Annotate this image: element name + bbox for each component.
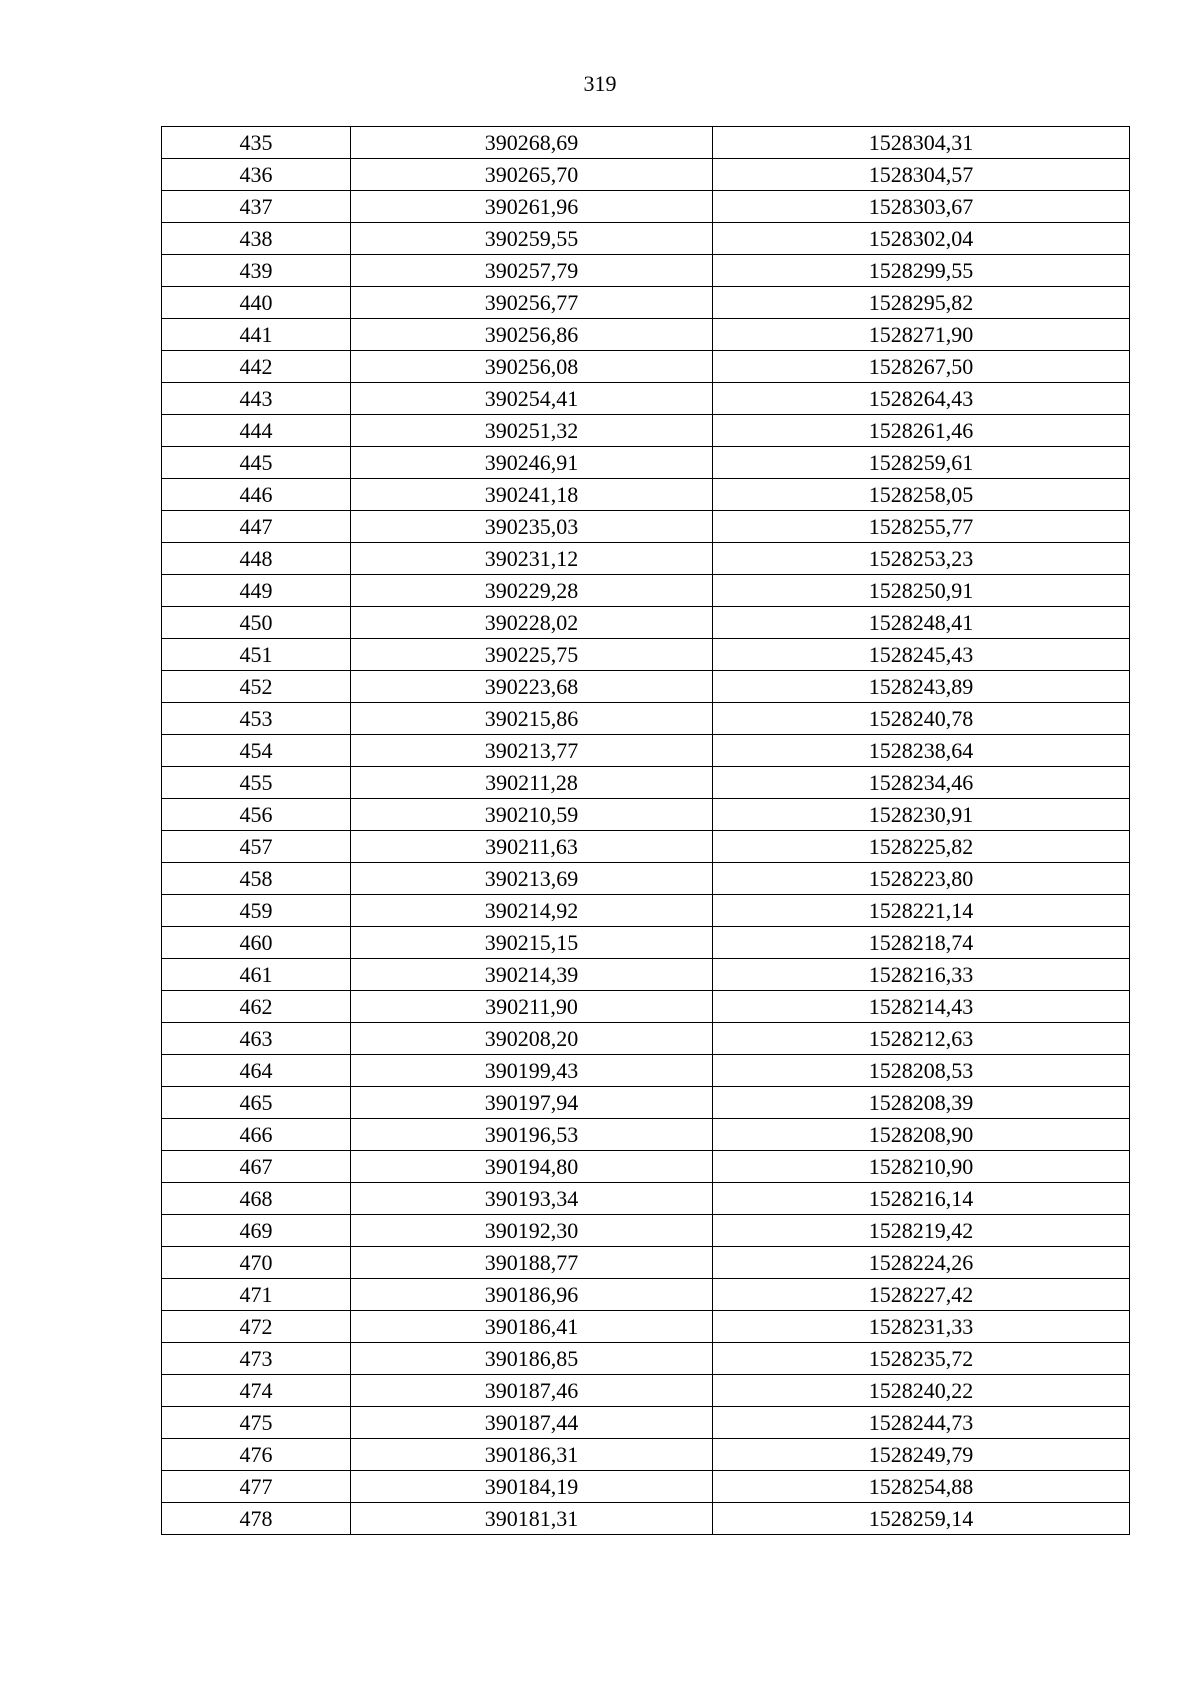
y-coordinate-cell: 1528271,90 <box>713 319 1130 351</box>
x-coordinate-cell: 390184,19 <box>351 1471 713 1503</box>
point-number-cell: 455 <box>162 767 351 799</box>
point-number-cell: 471 <box>162 1279 351 1311</box>
x-coordinate-cell: 390268,69 <box>351 127 713 159</box>
y-coordinate-cell: 1528216,33 <box>713 959 1130 991</box>
page-number: 319 <box>583 71 617 96</box>
y-coordinate-cell: 1528304,57 <box>713 159 1130 191</box>
point-number-cell: 470 <box>162 1247 351 1279</box>
x-coordinate-cell: 390257,79 <box>351 255 713 287</box>
point-number-cell: 447 <box>162 511 351 543</box>
table-row <box>162 1119 1130 1151</box>
x-coordinate-cell: 390235,03 <box>351 511 713 543</box>
x-coordinate-cell: 390228,02 <box>351 607 713 639</box>
x-coordinate-cell: 390256,86 <box>351 319 713 351</box>
table-row <box>162 1471 1130 1503</box>
x-coordinate-cell: 390259,55 <box>351 223 713 255</box>
point-number-cell: 468 <box>162 1183 351 1215</box>
coordinates-table-body <box>162 127 1130 1535</box>
table-row <box>162 1055 1130 1087</box>
table-row <box>162 319 1130 351</box>
x-coordinate-cell: 390214,39 <box>351 959 713 991</box>
y-coordinate-cell: 1528254,88 <box>713 1471 1130 1503</box>
x-coordinate-cell: 390256,77 <box>351 287 713 319</box>
x-coordinate-cell: 390210,59 <box>351 799 713 831</box>
point-number-cell: 444 <box>162 415 351 447</box>
table-row <box>162 351 1130 383</box>
y-coordinate-cell: 1528223,80 <box>713 863 1130 895</box>
coordinates-table <box>161 126 1130 1535</box>
point-number-cell: 448 <box>162 543 351 575</box>
table-row <box>162 1375 1130 1407</box>
x-coordinate-cell: 390197,94 <box>351 1087 713 1119</box>
point-number-cell: 453 <box>162 703 351 735</box>
x-coordinate-cell: 390229,28 <box>351 575 713 607</box>
y-coordinate-cell: 1528253,23 <box>713 543 1130 575</box>
x-coordinate-cell: 390254,41 <box>351 383 713 415</box>
point-number-cell: 465 <box>162 1087 351 1119</box>
x-coordinate-cell: 390213,69 <box>351 863 713 895</box>
point-number-cell: 454 <box>162 735 351 767</box>
x-coordinate-cell: 390199,43 <box>351 1055 713 1087</box>
y-coordinate-cell: 1528258,05 <box>713 479 1130 511</box>
y-coordinate-cell: 1528303,67 <box>713 191 1130 223</box>
table-row <box>162 639 1130 671</box>
point-number-cell: 450 <box>162 607 351 639</box>
point-number-cell: 436 <box>162 159 351 191</box>
x-coordinate-cell: 390211,63 <box>351 831 713 863</box>
x-coordinate-cell: 390187,44 <box>351 1407 713 1439</box>
x-coordinate-cell: 390215,15 <box>351 927 713 959</box>
x-coordinate-cell: 390188,77 <box>351 1247 713 1279</box>
y-coordinate-cell: 1528210,90 <box>713 1151 1130 1183</box>
table-row <box>162 383 1130 415</box>
table-row <box>162 543 1130 575</box>
table-row <box>162 671 1130 703</box>
y-coordinate-cell: 1528225,82 <box>713 831 1130 863</box>
point-number-cell: 446 <box>162 479 351 511</box>
y-coordinate-cell: 1528261,46 <box>713 415 1130 447</box>
point-number-cell: 451 <box>162 639 351 671</box>
point-number-cell: 452 <box>162 671 351 703</box>
point-number-cell: 472 <box>162 1311 351 1343</box>
table-row <box>162 1279 1130 1311</box>
point-number-cell: 474 <box>162 1375 351 1407</box>
y-coordinate-cell: 1528230,91 <box>713 799 1130 831</box>
x-coordinate-cell: 390223,68 <box>351 671 713 703</box>
point-number-cell: 473 <box>162 1343 351 1375</box>
y-coordinate-cell: 1528212,63 <box>713 1023 1130 1055</box>
y-coordinate-cell: 1528240,78 <box>713 703 1130 735</box>
y-coordinate-cell: 1528208,53 <box>713 1055 1130 1087</box>
point-number-cell: 441 <box>162 319 351 351</box>
table-row <box>162 575 1130 607</box>
table-row <box>162 191 1130 223</box>
point-number-cell: 462 <box>162 991 351 1023</box>
y-coordinate-cell: 1528227,42 <box>713 1279 1130 1311</box>
y-coordinate-cell: 1528304,31 <box>713 127 1130 159</box>
point-number-cell: 457 <box>162 831 351 863</box>
x-coordinate-cell: 390251,32 <box>351 415 713 447</box>
x-coordinate-cell: 390186,96 <box>351 1279 713 1311</box>
x-coordinate-cell: 390231,12 <box>351 543 713 575</box>
x-coordinate-cell: 390208,20 <box>351 1023 713 1055</box>
x-coordinate-cell: 390196,53 <box>351 1119 713 1151</box>
x-coordinate-cell: 390225,75 <box>351 639 713 671</box>
y-coordinate-cell: 1528235,72 <box>713 1343 1130 1375</box>
point-number-cell: 469 <box>162 1215 351 1247</box>
table-row <box>162 1343 1130 1375</box>
y-coordinate-cell: 1528219,42 <box>713 1215 1130 1247</box>
point-number-cell: 461 <box>162 959 351 991</box>
x-coordinate-cell: 390186,85 <box>351 1343 713 1375</box>
table-row <box>162 831 1130 863</box>
y-coordinate-cell: 1528245,43 <box>713 639 1130 671</box>
table-row <box>162 511 1130 543</box>
x-coordinate-cell: 390194,80 <box>351 1151 713 1183</box>
table-row <box>162 991 1130 1023</box>
y-coordinate-cell: 1528259,14 <box>713 1503 1130 1535</box>
y-coordinate-cell: 1528295,82 <box>713 287 1130 319</box>
table-row <box>162 479 1130 511</box>
point-number-cell: 467 <box>162 1151 351 1183</box>
table-row <box>162 895 1130 927</box>
y-coordinate-cell: 1528302,04 <box>713 223 1130 255</box>
x-coordinate-cell: 390215,86 <box>351 703 713 735</box>
y-coordinate-cell: 1528224,26 <box>713 1247 1130 1279</box>
x-coordinate-cell: 390181,31 <box>351 1503 713 1535</box>
point-number-cell: 478 <box>162 1503 351 1535</box>
point-number-cell: 460 <box>162 927 351 959</box>
table-row <box>162 1503 1130 1535</box>
y-coordinate-cell: 1528208,39 <box>713 1087 1130 1119</box>
table-row <box>162 447 1130 479</box>
y-coordinate-cell: 1528243,89 <box>713 671 1130 703</box>
point-number-cell: 439 <box>162 255 351 287</box>
point-number-cell: 463 <box>162 1023 351 1055</box>
table-row <box>162 767 1130 799</box>
table-row <box>162 223 1130 255</box>
x-coordinate-cell: 390256,08 <box>351 351 713 383</box>
point-number-cell: 440 <box>162 287 351 319</box>
y-coordinate-cell: 1528299,55 <box>713 255 1130 287</box>
y-coordinate-cell: 1528249,79 <box>713 1439 1130 1471</box>
x-coordinate-cell: 390241,18 <box>351 479 713 511</box>
y-coordinate-cell: 1528218,74 <box>713 927 1130 959</box>
table-row <box>162 1311 1130 1343</box>
x-coordinate-cell: 390265,70 <box>351 159 713 191</box>
x-coordinate-cell: 390261,96 <box>351 191 713 223</box>
y-coordinate-cell: 1528267,50 <box>713 351 1130 383</box>
x-coordinate-cell: 390193,34 <box>351 1183 713 1215</box>
point-number-cell: 477 <box>162 1471 351 1503</box>
point-number-cell: 456 <box>162 799 351 831</box>
point-number-cell: 466 <box>162 1119 351 1151</box>
x-coordinate-cell: 390186,41 <box>351 1311 713 1343</box>
table-row <box>162 1087 1130 1119</box>
y-coordinate-cell: 1528216,14 <box>713 1183 1130 1215</box>
y-coordinate-cell: 1528214,43 <box>713 991 1130 1023</box>
point-number-cell: 445 <box>162 447 351 479</box>
table-row <box>162 415 1130 447</box>
y-coordinate-cell: 1528259,61 <box>713 447 1130 479</box>
table-row <box>162 1407 1130 1439</box>
table-row <box>162 799 1130 831</box>
point-number-cell: 438 <box>162 223 351 255</box>
point-number-cell: 476 <box>162 1439 351 1471</box>
point-number-cell: 435 <box>162 127 351 159</box>
y-coordinate-cell: 1528264,43 <box>713 383 1130 415</box>
table-row <box>162 1247 1130 1279</box>
table-row <box>162 127 1130 159</box>
x-coordinate-cell: 390246,91 <box>351 447 713 479</box>
y-coordinate-cell: 1528234,46 <box>713 767 1130 799</box>
table-row <box>162 1215 1130 1247</box>
y-coordinate-cell: 1528221,14 <box>713 895 1130 927</box>
y-coordinate-cell: 1528250,91 <box>713 575 1130 607</box>
y-coordinate-cell: 1528248,41 <box>713 607 1130 639</box>
y-coordinate-cell: 1528208,90 <box>713 1119 1130 1151</box>
point-number-cell: 437 <box>162 191 351 223</box>
point-number-cell: 475 <box>162 1407 351 1439</box>
table-row <box>162 1151 1130 1183</box>
point-number-cell: 442 <box>162 351 351 383</box>
x-coordinate-cell: 390211,28 <box>351 767 713 799</box>
x-coordinate-cell: 390211,90 <box>351 991 713 1023</box>
point-number-cell: 443 <box>162 383 351 415</box>
table-row <box>162 1183 1130 1215</box>
y-coordinate-cell: 1528231,33 <box>713 1311 1130 1343</box>
y-coordinate-cell: 1528240,22 <box>713 1375 1130 1407</box>
table-row <box>162 607 1130 639</box>
x-coordinate-cell: 390213,77 <box>351 735 713 767</box>
y-coordinate-cell: 1528238,64 <box>713 735 1130 767</box>
y-coordinate-cell: 1528244,73 <box>713 1407 1130 1439</box>
table-row <box>162 959 1130 991</box>
point-number-cell: 459 <box>162 895 351 927</box>
point-number-cell: 458 <box>162 863 351 895</box>
table-row <box>162 863 1130 895</box>
point-number-cell: 464 <box>162 1055 351 1087</box>
table-row <box>162 735 1130 767</box>
table-row <box>162 703 1130 735</box>
table-row <box>162 255 1130 287</box>
x-coordinate-cell: 390187,46 <box>351 1375 713 1407</box>
x-coordinate-cell: 390186,31 <box>351 1439 713 1471</box>
table-row <box>162 287 1130 319</box>
table-row <box>162 927 1130 959</box>
point-number-cell: 449 <box>162 575 351 607</box>
x-coordinate-cell: 390192,30 <box>351 1215 713 1247</box>
table-row <box>162 1023 1130 1055</box>
x-coordinate-cell: 390214,92 <box>351 895 713 927</box>
table-row <box>162 1439 1130 1471</box>
y-coordinate-cell: 1528255,77 <box>713 511 1130 543</box>
table-row <box>162 159 1130 191</box>
